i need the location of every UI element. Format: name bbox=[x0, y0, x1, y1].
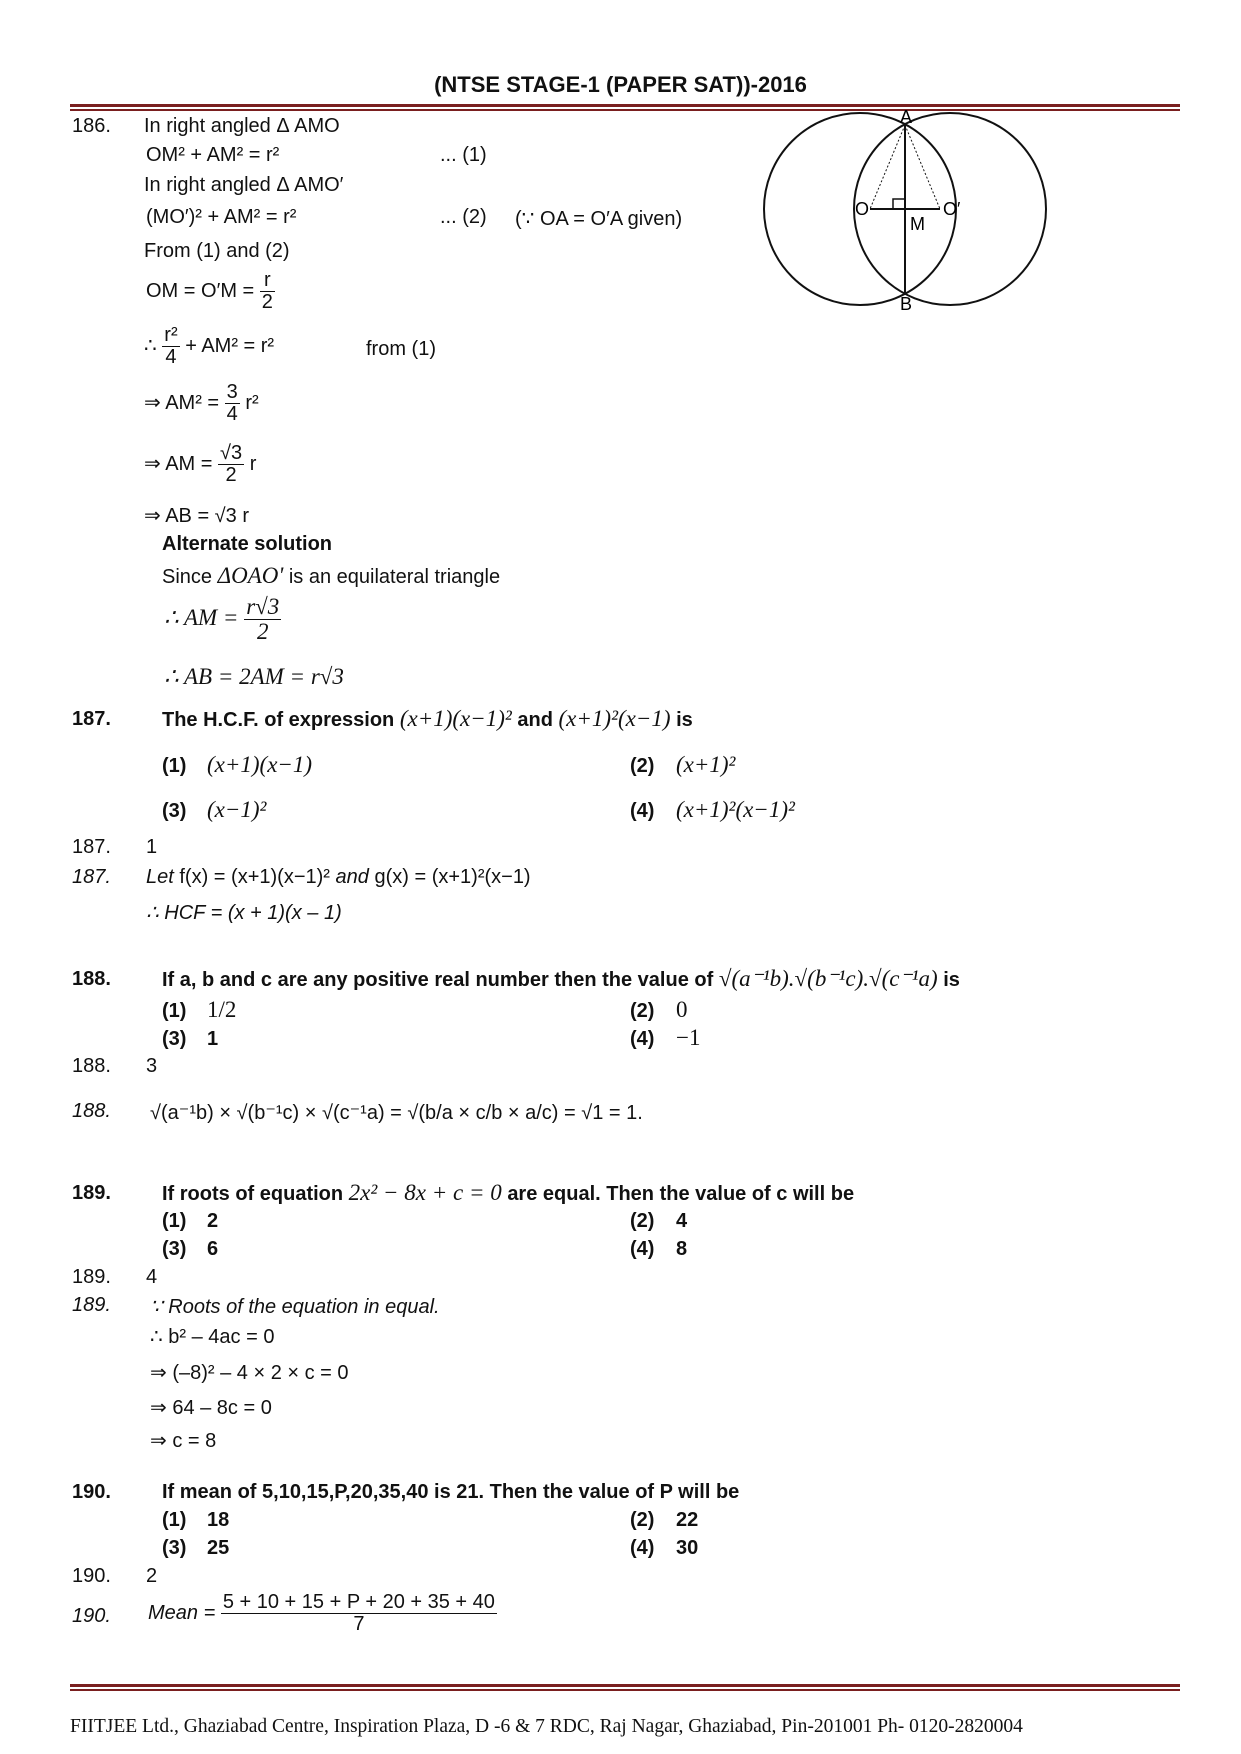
q189-sol4: ⇒ 64 – 8c = 0 bbox=[150, 1397, 272, 1419]
q190-option4: 30 bbox=[676, 1537, 699, 1559]
q187-solution-number: 187. bbox=[72, 866, 111, 888]
q186-ref2: ... (2) bbox=[440, 206, 487, 228]
q190-option3-label: (3) bbox=[162, 1537, 187, 1559]
q188-option1: 1/2 bbox=[207, 997, 237, 1022]
q190-option3: 25 bbox=[207, 1537, 230, 1559]
alt-am-den: 2 bbox=[256, 619, 269, 645]
step1-pre: ∴ bbox=[144, 334, 157, 357]
om-den: 2 bbox=[261, 291, 273, 313]
q186-step4: ⇒ AB = √3 r bbox=[144, 505, 249, 527]
q187-hcf: ∴ HCF = (x + 1)(x – 1) bbox=[146, 902, 342, 924]
alt-rest: is an equilateral triangle bbox=[288, 566, 501, 588]
q188-answer-number: 188. bbox=[72, 1055, 111, 1077]
footer-rule bbox=[70, 1684, 1180, 1687]
step3-den: 2 bbox=[225, 464, 237, 486]
q187-expr1: (x+1)(x−1)² bbox=[399, 706, 512, 731]
q188-sol-rhs: = √1 = 1. bbox=[564, 1102, 643, 1124]
sol-g: g(x) = (x+1)²(x−1) bbox=[374, 866, 531, 888]
q189-option2: 4 bbox=[676, 1210, 688, 1232]
q188-answer: 3 bbox=[146, 1055, 158, 1077]
q189-sol3: ⇒ (–8)² – 4 × 2 × c = 0 bbox=[150, 1362, 349, 1384]
q189-option2-label: (2) bbox=[630, 1210, 655, 1232]
q186-eq1: OM² + AM² = r² bbox=[146, 144, 280, 166]
om-num: r bbox=[260, 270, 275, 292]
q186-om-equation bbox=[146, 270, 275, 313]
q190-option1: 18 bbox=[207, 1509, 230, 1531]
q186-eq2: (MO′)² + AM² = r² bbox=[146, 206, 297, 228]
q187-number: 187. bbox=[72, 708, 111, 730]
q189-sol5: ⇒ c = 8 bbox=[150, 1430, 217, 1452]
q188-option4: −1 bbox=[676, 1025, 701, 1050]
header-rule bbox=[70, 104, 1180, 107]
q188-solution bbox=[150, 1100, 643, 1125]
alt-since: Since bbox=[162, 566, 213, 588]
q186-line1: In right angled Δ AMO bbox=[144, 115, 340, 137]
label-b: B bbox=[900, 294, 913, 310]
q189-pre: If roots of equation bbox=[162, 1183, 344, 1205]
q186-from1: from (1) bbox=[366, 338, 436, 360]
label-m: M bbox=[910, 214, 925, 234]
q188-is: is bbox=[943, 969, 960, 991]
sol-and: and bbox=[335, 866, 369, 888]
alternate-ab: ∴ AB = 2AM = r√3 bbox=[164, 664, 344, 689]
q187-option1: (x+1)(x−1) bbox=[207, 752, 313, 777]
q188-pre: If a, b and c are any positive real number then the value of bbox=[162, 969, 714, 991]
q187-solution-line bbox=[146, 866, 531, 889]
q190-answer-number: 190. bbox=[72, 1565, 111, 1587]
q188-option3-label: (3) bbox=[162, 1028, 187, 1050]
q187-expr2: (x+1)²(x−1) bbox=[558, 706, 671, 731]
q189-option4-label: (4) bbox=[630, 1238, 655, 1260]
q190-option4-label: (4) bbox=[630, 1537, 655, 1559]
mean-numerator: 5 + 10 + 15 + P + 20 + 35 + 40 bbox=[222, 1591, 495, 1613]
label-a: A bbox=[900, 110, 913, 127]
q186-line3: In right angled Δ AMO′ bbox=[144, 174, 344, 196]
q187-question bbox=[162, 706, 693, 732]
q190-option1-label: (1) bbox=[162, 1509, 187, 1531]
dotted-ao bbox=[870, 125, 905, 209]
q190-answer: 2 bbox=[146, 1565, 158, 1587]
q189-option3-label: (3) bbox=[162, 1238, 187, 1260]
q189-number: 189. bbox=[72, 1182, 111, 1204]
q187-and: and bbox=[517, 709, 553, 731]
footer-rule-thin bbox=[70, 1689, 1180, 1691]
q187-answer-number: 187. bbox=[72, 836, 111, 858]
q186-given: (∵ OA = O′A given) bbox=[515, 208, 683, 230]
q188-option4-label: (4) bbox=[630, 1028, 655, 1050]
q186-step3 bbox=[144, 443, 256, 486]
q188-solution-number: 188. bbox=[72, 1100, 111, 1122]
q188-option3: 1 bbox=[207, 1028, 219, 1050]
q186-number: 186. bbox=[72, 115, 111, 137]
q187-option4: (x+1)²(x−1)² bbox=[676, 797, 795, 822]
q189-sol2: ∴ b² – 4ac = 0 bbox=[150, 1326, 275, 1348]
label-o-prime: O′ bbox=[943, 199, 961, 219]
step3-post: r bbox=[249, 452, 257, 475]
page-title: (NTSE STAGE-1 (PAPER SAT))-2016 bbox=[434, 72, 807, 97]
q187-option3: (x−1)² bbox=[207, 797, 267, 822]
right-angle-mark bbox=[893, 199, 905, 209]
q186-step1 bbox=[144, 325, 274, 368]
q189-sol1: ∵ Roots of the equation in equal. bbox=[150, 1296, 440, 1318]
step2-post: r² bbox=[245, 391, 259, 414]
q190-question: If mean of 5,10,15,P,20,35,40 is 21. Then the value of P will be bbox=[162, 1481, 740, 1503]
q187-option2: (x+1)² bbox=[676, 752, 736, 777]
q188-question bbox=[162, 966, 960, 992]
q187-pre: The H.C.F. of expression bbox=[162, 709, 395, 731]
q189-post: are equal. Then the value of c will be bbox=[507, 1183, 855, 1205]
q187-option2-label: (2) bbox=[630, 755, 655, 777]
q187-option4-label: (4) bbox=[630, 800, 655, 822]
q188-sol-mid: √(b/a × c/b × a/c) bbox=[407, 1102, 559, 1124]
q187-option1-label: (1) bbox=[162, 755, 187, 777]
q189-option1: 2 bbox=[207, 1210, 219, 1232]
q187-answer: 1 bbox=[146, 836, 158, 858]
step3-pre: ⇒ AM = bbox=[144, 452, 213, 475]
step1-den: 4 bbox=[165, 346, 177, 368]
alternate-solution-title: Alternate solution bbox=[162, 533, 333, 555]
q188-option2-label: (2) bbox=[630, 1000, 655, 1022]
q186-ref1: ... (1) bbox=[440, 144, 487, 166]
step2-pre: ⇒ AM² = bbox=[144, 391, 220, 414]
q189-option4: 8 bbox=[676, 1238, 688, 1260]
q190-option2: 22 bbox=[676, 1509, 699, 1531]
q186-from12: From (1) and (2) bbox=[144, 240, 290, 262]
q189-option3: 6 bbox=[207, 1238, 219, 1260]
alt-am-pre: ∴ AM = bbox=[164, 604, 239, 630]
q189-solution-number: 189. bbox=[72, 1294, 111, 1316]
q189-answer: 4 bbox=[146, 1266, 158, 1288]
q190-solution-number: 190. bbox=[72, 1605, 111, 1627]
q186-step2 bbox=[144, 382, 259, 425]
alternate-since-line bbox=[162, 563, 500, 589]
sol-f: f(x) = (x+1)(x−1)² bbox=[179, 866, 330, 888]
footer-address: FIITJEE Ltd., Ghaziabad Centre, Inspiration Plaza, D -6 & 7 RDC, Raj Nagar, Ghaziabad, Pin-201001 Ph- 0120-2820004 bbox=[70, 1716, 1023, 1737]
step1-num: r² bbox=[164, 324, 178, 346]
q188-option2: 0 bbox=[676, 997, 688, 1022]
q187-option3-label: (3) bbox=[162, 800, 187, 822]
sol-let: Let bbox=[146, 866, 174, 888]
step2-den: 4 bbox=[226, 403, 238, 425]
dotted-ao-prime bbox=[905, 125, 940, 209]
mean-denominator: 7 bbox=[353, 1613, 365, 1635]
q190-number: 190. bbox=[72, 1481, 111, 1503]
q187-is: is bbox=[676, 709, 693, 731]
alternate-am bbox=[164, 595, 281, 644]
label-o: O bbox=[855, 199, 870, 219]
q190-option2-label: (2) bbox=[630, 1509, 655, 1531]
q190-mean-equation bbox=[148, 1592, 497, 1635]
q188-option1-label: (1) bbox=[162, 1000, 187, 1022]
step2-num: 3 bbox=[226, 381, 238, 403]
q188-expr: √(a⁻¹b).√(b⁻¹c).√(c⁻¹a) bbox=[718, 966, 938, 991]
step1-rest: + AM² = r² bbox=[185, 334, 275, 357]
q189-answer-number: 189. bbox=[72, 1266, 111, 1288]
q189-option1-label: (1) bbox=[162, 1210, 187, 1232]
alt-am-num: r√3 bbox=[246, 594, 280, 619]
q189-question bbox=[162, 1180, 854, 1206]
q189-equation: 2x² − 8x + c = 0 bbox=[348, 1180, 502, 1205]
q188-number: 188. bbox=[72, 968, 111, 990]
step3-num: √3 bbox=[220, 442, 243, 464]
q188-sol-lhs: √(a⁻¹b) × √(b⁻¹c) × √(c⁻¹a) = bbox=[150, 1102, 402, 1124]
circles-diagram bbox=[755, 110, 1055, 310]
om-lhs: OM = O′M = bbox=[146, 279, 255, 302]
alt-triangle: ΔOAO' bbox=[217, 563, 284, 588]
mean-label: Mean = bbox=[148, 1601, 216, 1624]
